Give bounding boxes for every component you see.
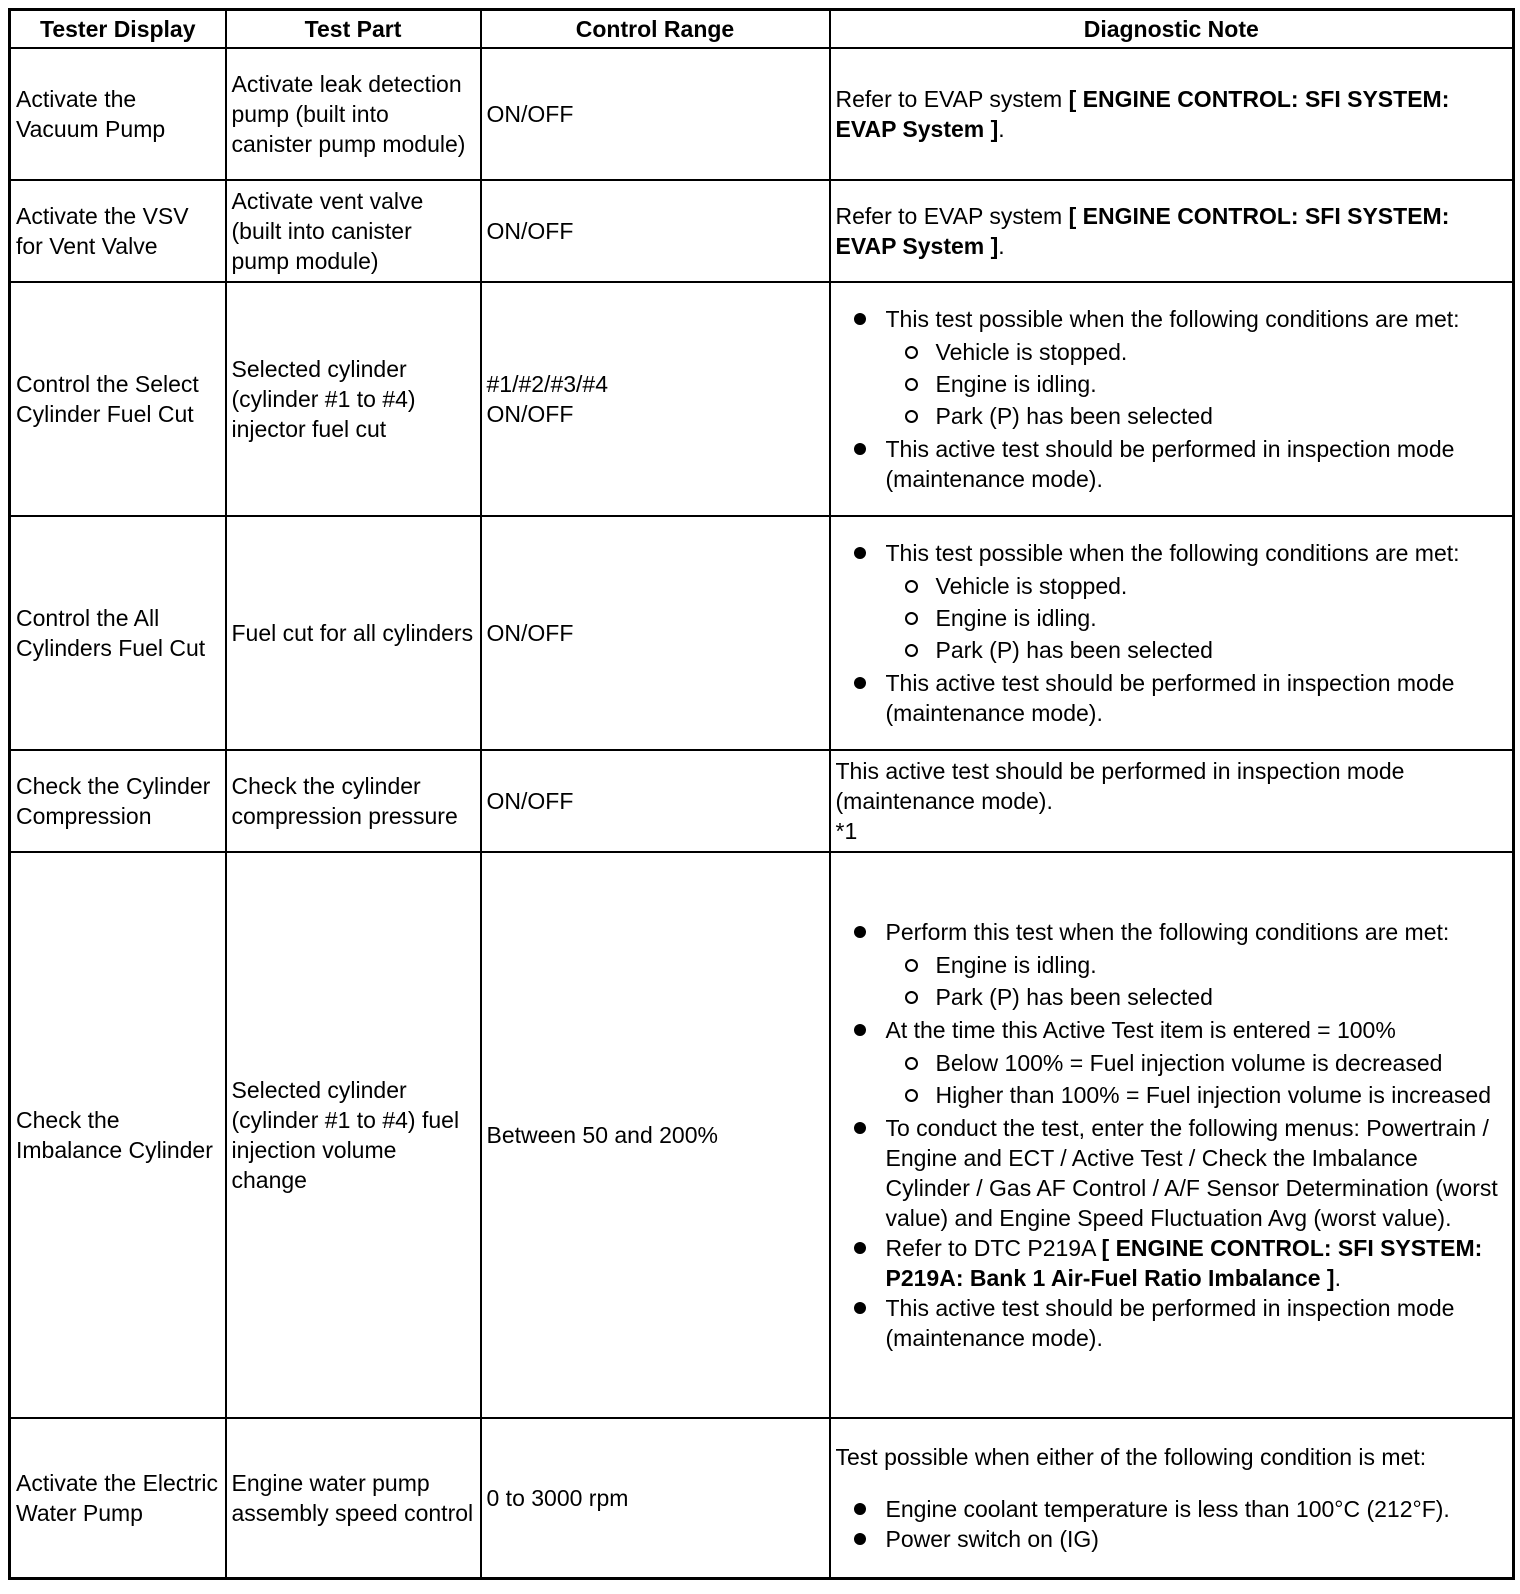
circle-bullet-icon [905, 1057, 918, 1070]
circle-bullet-icon [905, 644, 918, 657]
test-part-cell: Selected cylinder (cylinder #1 to #4) injector fuel cut [226, 282, 481, 516]
list-item [936, 400, 1508, 432]
test-part-cell: Engine water pump assembly speed control [226, 1418, 481, 1578]
diagnostic-note-cell [830, 180, 1514, 282]
list-item [886, 1233, 1508, 1293]
bullet-icon [854, 1302, 866, 1314]
note-bullet-list [836, 917, 1508, 1353]
note-sub-list [886, 336, 1508, 432]
circle-bullet-icon [905, 1089, 918, 1102]
diagnostic-note-cell [830, 852, 1514, 1418]
header-diagnostic-note: Diagnostic Note [830, 10, 1514, 49]
sub-bullet-text: Higher than 100% = Fuel injection volume is increased [935, 1082, 1492, 1108]
note-text: This active test should be performed in inspection mode (maintenance mode). [835, 758, 1405, 814]
bullet-text: Refer to DTC P219A [885, 1235, 1102, 1261]
diagnostic-note-cell [830, 750, 1514, 852]
diagnostic-note-cell [830, 1418, 1514, 1578]
tester-display-cell: Activate the VSV for Vent Valve [10, 180, 226, 282]
table-row [10, 282, 1514, 516]
list-item [886, 538, 1508, 666]
sub-bullet-text: Park (P) has been selected [935, 637, 1213, 663]
control-range-line: ON/OFF [486, 401, 574, 427]
test-part-cell: Selected cylinder (cylinder #1 to #4) fuel injection volume change [226, 852, 481, 1418]
bullet-icon [854, 1503, 866, 1515]
header-row [10, 10, 1514, 49]
bullet-text: This test possible when the following conditions are met: [885, 306, 1460, 332]
table-row [10, 852, 1514, 1418]
bullet-text: Perform this test when the following conditions are met: [885, 919, 1450, 945]
list-item [886, 1293, 1508, 1353]
test-part-cell: Check the cylinder compression pressure [226, 750, 481, 852]
sub-bullet-text: Below 100% = Fuel injection volume is decreased [935, 1050, 1443, 1076]
list-item [936, 634, 1508, 666]
sub-bullet-text: Engine is idling. [935, 952, 1097, 978]
table-row [10, 1418, 1514, 1578]
note-suffix: . [998, 233, 1005, 259]
table-row [10, 180, 1514, 282]
list-item [886, 1015, 1508, 1111]
note-sub-list [886, 570, 1508, 666]
bullet-icon [854, 1122, 866, 1134]
note-bullet-list [836, 304, 1508, 494]
test-part-cell: Activate vent valve (built into canister pump module) [226, 180, 481, 282]
control-range-cell: ON/OFF [481, 48, 830, 180]
header-test-part: Test Part [226, 10, 481, 49]
header-tester-display: Tester Display [10, 10, 226, 49]
circle-bullet-icon [905, 580, 918, 593]
sub-bullet-text: Engine is idling. [935, 605, 1097, 631]
list-item [886, 917, 1508, 1013]
list-item [886, 1113, 1508, 1233]
note-suffix: . [1334, 1265, 1341, 1291]
list-item [936, 949, 1508, 981]
bullet-text: Power switch on (IG) [885, 1525, 1099, 1552]
table-row [10, 516, 1514, 750]
list-item [936, 570, 1508, 602]
list-item [936, 602, 1508, 634]
note-spacer [836, 1472, 1508, 1494]
bullet-text: This active test should be performed in inspection mode (maintenance mode). [885, 436, 1455, 492]
control-range-cell: ON/OFF [481, 516, 830, 750]
bullet-text: This active test should be performed in inspection mode (maintenance mode). [885, 1295, 1455, 1351]
note-text: Refer to EVAP system [835, 86, 1069, 112]
reference-link[interactable]: [ ENGINE CONTROL: SFI SYSTEM: EVAP System ] [835, 203, 1450, 259]
note-suffix: . [998, 116, 1005, 142]
bullet-text: To conduct the test, enter the following menus: Powertrain / Engine and ECT / Active Test / Check the Imbalance Cylinder / Gas AF Control / A/F Sensor Determination (worst value) and Engine Speed Fluctuation Avg (worst value). [885, 1115, 1498, 1231]
reference-link[interactable]: [ ENGINE CONTROL: SFI SYSTEM: EVAP System ] [835, 86, 1450, 142]
table-row [10, 48, 1514, 180]
control-range-line: #1/#2/#3/#4 [486, 371, 609, 397]
bullet-icon [854, 443, 866, 455]
bullet-icon [854, 547, 866, 559]
control-range-cell: ON/OFF [481, 180, 830, 282]
test-part-cell: Activate leak detection pump (built into canister pump module) [226, 48, 481, 180]
bullet-icon [854, 677, 866, 689]
list-item [886, 668, 1508, 728]
control-range-cell [481, 282, 830, 516]
list-item [886, 304, 1508, 432]
circle-bullet-icon [905, 346, 918, 359]
list-item [886, 1494, 1508, 1524]
sub-bullet-text: Vehicle is stopped. [935, 573, 1128, 599]
list-item [936, 1079, 1508, 1111]
tester-display-cell: Activate the Electric Water Pump [10, 1418, 226, 1578]
control-range-cell: Between 50 and 200% [481, 852, 830, 1418]
tester-display-cell: Check the Cylinder Compression [10, 750, 226, 852]
bullet-icon [854, 1533, 866, 1545]
table-row [10, 750, 1514, 852]
note-bullet-list [836, 538, 1508, 728]
footnote-marker: *1 [835, 818, 858, 844]
circle-bullet-icon [905, 378, 918, 391]
bullet-icon [854, 1242, 866, 1254]
list-item [936, 1047, 1508, 1079]
circle-bullet-icon [905, 991, 918, 1004]
circle-bullet-icon [905, 410, 918, 423]
sub-bullet-text: Park (P) has been selected [935, 403, 1213, 429]
list-item [886, 434, 1508, 494]
note-bullet-list [836, 1494, 1508, 1554]
list-item [936, 336, 1508, 368]
bullet-icon [854, 313, 866, 325]
circle-bullet-icon [905, 612, 918, 625]
control-range-cell: ON/OFF [481, 750, 830, 852]
list-item [886, 1524, 1508, 1554]
diagnostic-note-cell [830, 282, 1514, 516]
note-sub-list [886, 1047, 1508, 1111]
reference-link[interactable]: [ ENGINE CONTROL: SFI SYSTEM: P219A: Bank 1 Air-Fuel Ratio Imbalance ] [885, 1235, 1483, 1291]
bullet-text: Engine coolant temperature is less than 100°C (212°F). [885, 1495, 1450, 1522]
tester-display-cell: Activate the Vacuum Pump [10, 48, 226, 180]
circle-bullet-icon [905, 959, 918, 972]
bullet-text: At the time this Active Test item is entered = 100% [885, 1017, 1396, 1043]
list-item [936, 368, 1508, 400]
test-part-cell: Fuel cut for all cylinders [226, 516, 481, 750]
note-text: Refer to EVAP system [835, 203, 1069, 229]
bullet-icon [854, 926, 866, 938]
bullet-icon [854, 1024, 866, 1036]
sub-bullet-text: Vehicle is stopped. [935, 339, 1128, 365]
list-item [936, 981, 1508, 1013]
tester-display-cell: Control the Select Cylinder Fuel Cut [10, 282, 226, 516]
diagnostic-note-cell [830, 48, 1514, 180]
header-control-range: Control Range [481, 10, 830, 49]
bullet-text: This active test should be performed in inspection mode (maintenance mode). [885, 670, 1455, 726]
note-sub-list [886, 949, 1508, 1013]
sub-bullet-text: Park (P) has been selected [935, 984, 1213, 1010]
tester-display-cell: Control the All Cylinders Fuel Cut [10, 516, 226, 750]
sub-bullet-text: Engine is idling. [935, 371, 1097, 397]
active-test-table [8, 8, 1515, 1580]
control-range-cell: 0 to 3000 rpm [481, 1418, 830, 1578]
bullet-text: This test possible when the following conditions are met: [885, 540, 1460, 566]
tester-display-cell: Check the Imbalance Cylinder [10, 852, 226, 1418]
note-text: Test possible when either of the following condition is met: [835, 1443, 1427, 1470]
diagnostic-note-cell [830, 516, 1514, 750]
